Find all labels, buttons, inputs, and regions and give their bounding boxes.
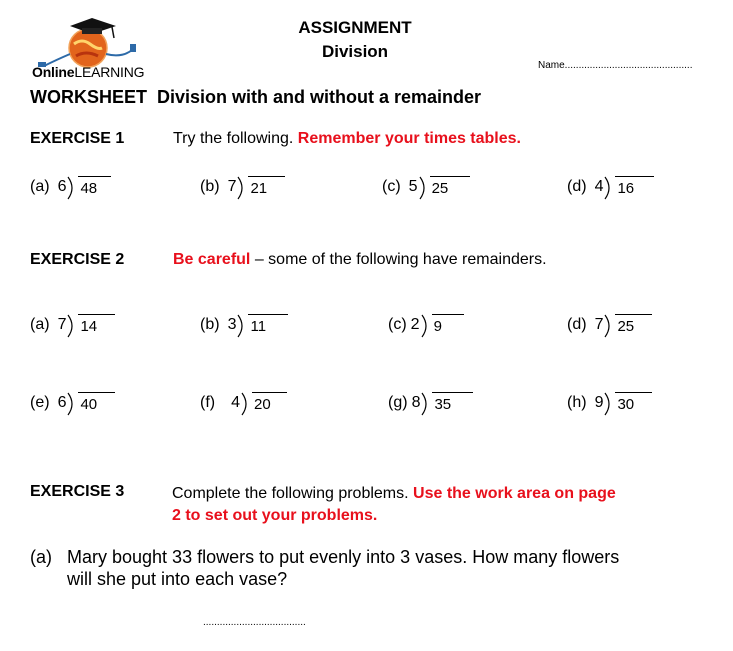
division-bracket-icon xyxy=(421,392,430,416)
divisor: 8 xyxy=(411,394,421,411)
problem-2e xyxy=(30,392,115,416)
division-bracket-icon xyxy=(421,314,430,338)
exercise3-line1 xyxy=(172,483,616,505)
division-bracket-icon xyxy=(67,314,76,338)
divisor: 4 xyxy=(231,394,241,411)
division-bracket-icon xyxy=(67,176,76,200)
exercise3-text: Complete the following problems. xyxy=(172,485,409,502)
problem-1b xyxy=(200,176,285,200)
problem-2c xyxy=(388,314,464,338)
problem-label: (h) xyxy=(567,394,587,411)
divisor: 2 xyxy=(410,316,420,333)
problem-label: (g) xyxy=(388,394,408,411)
division-bracket-icon xyxy=(604,392,613,416)
problem-label: (d) xyxy=(567,178,587,195)
dividend: 11 xyxy=(248,314,288,337)
problem-1d xyxy=(567,176,654,200)
division-bracket-icon xyxy=(237,176,246,200)
problem-2g xyxy=(388,392,473,416)
dividend: 21 xyxy=(248,176,285,199)
question-line1 xyxy=(30,546,619,568)
problem-label: (e) xyxy=(30,394,50,411)
problem-label: (b) xyxy=(200,316,220,333)
divisor: 3 xyxy=(227,316,237,333)
exercise2-label: EXERCISE 2 xyxy=(30,251,125,268)
problem-label: (a) xyxy=(30,178,50,195)
problem-label: (c) xyxy=(388,316,407,333)
division-bracket-icon xyxy=(604,314,613,338)
dividend: 25 xyxy=(430,176,471,199)
logo-text xyxy=(32,64,144,80)
dividend: 48 xyxy=(78,176,111,199)
question-text-line1: Mary bought 33 flowers to put evenly into 3 vases. How many flowers xyxy=(67,547,620,567)
exercise3-instructions xyxy=(172,483,616,527)
dividend: 40 xyxy=(78,392,115,415)
problem-2b xyxy=(200,314,288,338)
dividend: 30 xyxy=(615,392,652,415)
worksheet-title: Division with and without a remainder xyxy=(157,87,482,107)
divisor: 4 xyxy=(594,178,604,195)
dividend: 25 xyxy=(615,314,652,337)
exercise2-text: – some of the following have remainders. xyxy=(250,251,547,268)
page-title: ASSIGNMENT xyxy=(298,18,412,37)
division-bracket-icon xyxy=(237,314,246,338)
problem-2h xyxy=(567,392,652,416)
page-subtitle: Division xyxy=(321,42,389,61)
logo-text-light: LEARNING xyxy=(74,64,145,80)
exercise1-label: EXERCISE 1 xyxy=(30,130,125,147)
question-a xyxy=(30,546,619,590)
logo-text-bold: Online xyxy=(32,64,75,80)
exercise3-highlight-line1: Use the work area on page xyxy=(413,485,616,502)
problem-2f xyxy=(200,392,287,416)
exercise3-highlight-line2: 2 to set out your problems. xyxy=(172,507,378,524)
divisor: 6 xyxy=(57,394,67,411)
divisor: 7 xyxy=(227,178,237,195)
exercise2-instructions xyxy=(173,251,547,269)
question-text-line2: will she put into each vase? xyxy=(67,569,288,589)
division-bracket-icon xyxy=(67,392,76,416)
dividend: 9 xyxy=(432,314,464,337)
division-bracket-icon xyxy=(604,176,613,200)
problem-1c xyxy=(382,176,470,200)
divisor: 6 xyxy=(57,178,67,195)
dividend: 14 xyxy=(78,314,115,337)
problem-label: (a) xyxy=(30,316,50,333)
exercise1-highlight: Remember your times tables. xyxy=(297,130,521,147)
problem-label: (b) xyxy=(200,178,220,195)
worksheet-heading xyxy=(30,87,481,108)
problem-label: (f) xyxy=(200,394,216,411)
dividend: 35 xyxy=(432,392,473,415)
logo xyxy=(30,14,160,84)
answer-line[interactable]: ..................................... xyxy=(203,617,306,628)
divisor: 5 xyxy=(408,178,418,195)
division-bracket-icon xyxy=(419,176,428,200)
problem-2a xyxy=(30,314,115,338)
exercise3-label: EXERCISE 3 xyxy=(30,483,125,500)
question-label: (a) xyxy=(30,547,52,567)
divisor: 7 xyxy=(594,316,604,333)
name-field[interactable]: Name.............................................. xyxy=(538,60,693,71)
problem-2d xyxy=(567,314,652,338)
problem-label: (c) xyxy=(382,178,401,195)
divisor: 7 xyxy=(57,316,67,333)
division-bracket-icon xyxy=(241,392,250,416)
dividend: 16 xyxy=(615,176,654,199)
dividend: 20 xyxy=(252,392,287,415)
divisor: 9 xyxy=(594,394,604,411)
exercise2-highlight: Be careful xyxy=(173,251,251,268)
exercise1-text: Try the following. xyxy=(173,130,294,147)
problem-1a xyxy=(30,176,111,200)
worksheet-label: WORKSHEET xyxy=(30,87,147,107)
exercise1-instructions xyxy=(173,130,521,148)
problem-label: (d) xyxy=(567,316,587,333)
